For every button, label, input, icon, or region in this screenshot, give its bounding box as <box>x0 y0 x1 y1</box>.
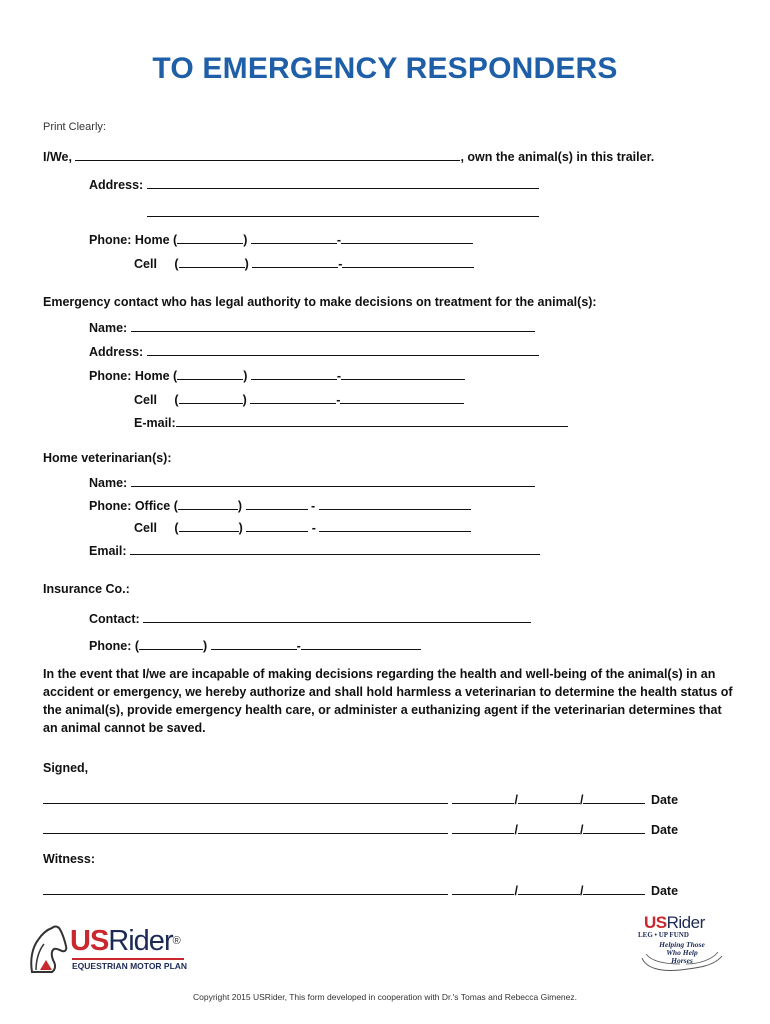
date-label: Date <box>650 793 679 807</box>
owner-line <box>43 148 654 164</box>
usrider-us: US <box>70 925 109 957</box>
insurance-contact-field[interactable] <box>143 610 531 623</box>
date-label: Date <box>650 823 679 837</box>
vet-name-label: Name: <box>89 476 128 490</box>
usrider-registered: ® <box>172 935 180 947</box>
cell-label: Cell <box>134 257 157 271</box>
ec-name-row <box>89 319 535 335</box>
ec-address-row <box>89 343 539 359</box>
owner-address-row-2 <box>147 204 539 222</box>
date-day-1[interactable] <box>518 791 580 804</box>
insurance-prefix[interactable] <box>211 637 297 650</box>
date-month-2[interactable] <box>452 821 514 834</box>
insurance-area-code[interactable] <box>139 637 203 650</box>
witness-date-day[interactable] <box>518 882 580 895</box>
ec-cell-number[interactable] <box>340 391 464 404</box>
owner-home-number[interactable] <box>341 231 473 244</box>
owner-home-prefix[interactable] <box>251 231 337 244</box>
home-phone-label: Phone: Home ( <box>89 369 178 383</box>
dash: - <box>311 521 316 535</box>
dash: - <box>336 369 342 383</box>
paren-open: ( <box>174 521 179 535</box>
owner-cell-row <box>134 255 474 271</box>
paren-close: ) <box>244 257 249 271</box>
ec-cell-row <box>134 391 464 407</box>
paren-close: ) <box>237 499 243 513</box>
home-phone-label: Phone: Home ( <box>89 233 178 247</box>
print-clearly-note: Print Clearly: <box>43 121 106 133</box>
ec-email-row <box>134 414 568 430</box>
paren-close: ) <box>243 369 248 383</box>
date-label: Date <box>650 884 679 898</box>
ec-name-field[interactable] <box>131 319 535 332</box>
office-phone-label: Phone: Office ( <box>89 499 178 513</box>
usrider-wordmark <box>70 926 180 956</box>
vet-office-area-code[interactable] <box>178 497 238 510</box>
dash: - <box>311 499 316 513</box>
vet-email-field[interactable] <box>130 542 540 555</box>
paren-open: ( <box>174 393 179 407</box>
owner-home-phone-row <box>89 231 473 247</box>
legup-rider: Rider <box>666 913 705 932</box>
vet-cell-prefix[interactable] <box>246 519 308 532</box>
ec-email-field[interactable] <box>176 414 568 427</box>
ec-email-label: E-mail: <box>134 416 176 430</box>
slash: / <box>579 884 584 898</box>
date-month-1[interactable] <box>452 791 514 804</box>
date-year-1[interactable] <box>583 791 645 804</box>
paren-close: ) <box>243 233 248 247</box>
owner-address-label: Address: <box>89 178 144 192</box>
ec-name-label: Name: <box>89 321 128 335</box>
ec-home-number[interactable] <box>341 367 465 380</box>
vet-cell-row <box>134 519 471 535</box>
cell-label: Cell <box>134 393 157 407</box>
insurance-heading: Insurance Co.: <box>43 582 130 596</box>
copyright-footer: Copyright 2015 USRider, This form developed in cooperation with Dr.'s Tomas and Rebecca Gimenez. <box>192 992 577 1002</box>
owner-name-field[interactable] <box>75 148 460 161</box>
leg-up-fund-logo <box>636 914 728 976</box>
legup-us: US <box>644 913 667 932</box>
vet-name-field[interactable] <box>131 474 535 487</box>
signature-line-1[interactable] <box>43 791 448 804</box>
paren-close: ) <box>203 639 208 653</box>
insurance-phone-label: Phone: ( <box>89 639 139 653</box>
signature-line-2[interactable] <box>43 821 448 834</box>
owner-address-row <box>89 176 539 192</box>
ec-address-field[interactable] <box>147 343 539 356</box>
ec-home-prefix[interactable] <box>251 367 337 380</box>
horse-head-icon <box>24 920 70 976</box>
ec-cell-prefix[interactable] <box>250 391 336 404</box>
slash: / <box>514 823 518 837</box>
owner-cell-prefix[interactable] <box>252 255 338 268</box>
vet-name-row <box>89 474 535 490</box>
vet-email-row <box>89 542 540 558</box>
emergency-contact-heading: Emergency contact who has legal authority to make decisions on treatment for the animal(s): <box>43 295 597 309</box>
signed-label: Signed, <box>43 761 89 775</box>
slash: / <box>514 793 518 807</box>
legup-slogan-line: Who Help <box>666 948 698 957</box>
owner-address-field-2[interactable] <box>147 204 539 217</box>
witness-row <box>43 882 678 898</box>
owner-prefix: I/We, <box>43 150 72 164</box>
vet-heading: Home veterinarian(s): <box>43 451 172 465</box>
witness-label: Witness: <box>43 852 95 866</box>
vet-cell-number[interactable] <box>319 519 471 532</box>
signature-row-2 <box>43 821 678 837</box>
authorization-paragraph: In the event that I/we are incapable of making decisions regarding the health and well-being of the animal(s) in an accident or emergency, we hereby authorize and shall hold harmless a veterinarian to determine the health status of the animal(s), provide emergency health care, or administer a euthanizing agent if the veterinarian determines that an animal cannot be saved. <box>43 667 733 735</box>
owner-suffix: , own the animal(s) in this trailer. <box>460 150 655 164</box>
legup-slogan-line: Helping Those <box>659 940 705 949</box>
vet-email-label: Email: <box>89 544 127 558</box>
date-day-2[interactable] <box>518 821 580 834</box>
witness-date-month[interactable] <box>452 882 514 895</box>
paren-close: ) <box>238 521 243 535</box>
vet-office-prefix[interactable] <box>246 497 308 510</box>
legup-slogan-line: Horses <box>671 956 693 965</box>
slash: / <box>579 823 584 837</box>
ec-home-phone-row <box>89 367 465 383</box>
insurance-contact-label: Contact: <box>89 612 140 626</box>
dash: - <box>296 639 301 653</box>
slash: / <box>514 884 518 898</box>
usrider-rule <box>72 958 184 960</box>
vet-cell-area-code[interactable] <box>179 519 239 532</box>
ec-address-label: Address: <box>89 345 144 359</box>
owner-home-area-code[interactable] <box>177 231 243 244</box>
dash: - <box>336 393 341 407</box>
legup-fund-label: LEG • UP FUND <box>638 931 689 939</box>
paren-close: ) <box>242 393 247 407</box>
owner-cell-number[interactable] <box>342 255 474 268</box>
vet-office-number[interactable] <box>319 497 471 510</box>
insurance-contact-row <box>89 610 531 626</box>
paren-open: ( <box>174 257 179 271</box>
witness-date-year[interactable] <box>583 882 645 895</box>
signature-row-1 <box>43 791 678 807</box>
insurance-number[interactable] <box>301 637 421 650</box>
cell-label: Cell <box>134 521 157 535</box>
insurance-phone-row <box>89 637 421 653</box>
dash: - <box>338 257 343 271</box>
page-title: TO EMERGENCY RESPONDERS <box>152 52 618 85</box>
owner-cell-area-code[interactable] <box>179 255 245 268</box>
vet-office-phone-row <box>89 497 471 513</box>
owner-address-field-1[interactable] <box>147 176 539 189</box>
usrider-tagline: EQUESTRIAN MOTOR PLAN <box>72 961 188 971</box>
usrider-logo <box>24 920 194 976</box>
ec-cell-area-code[interactable] <box>179 391 243 404</box>
date-year-2[interactable] <box>583 821 645 834</box>
ec-home-area-code[interactable] <box>177 367 243 380</box>
helping-hands-icon <box>636 914 728 976</box>
usrider-rider: Rider <box>108 925 173 957</box>
witness-signature-line[interactable] <box>43 882 448 895</box>
slash: / <box>579 793 584 807</box>
dash: - <box>336 233 342 247</box>
